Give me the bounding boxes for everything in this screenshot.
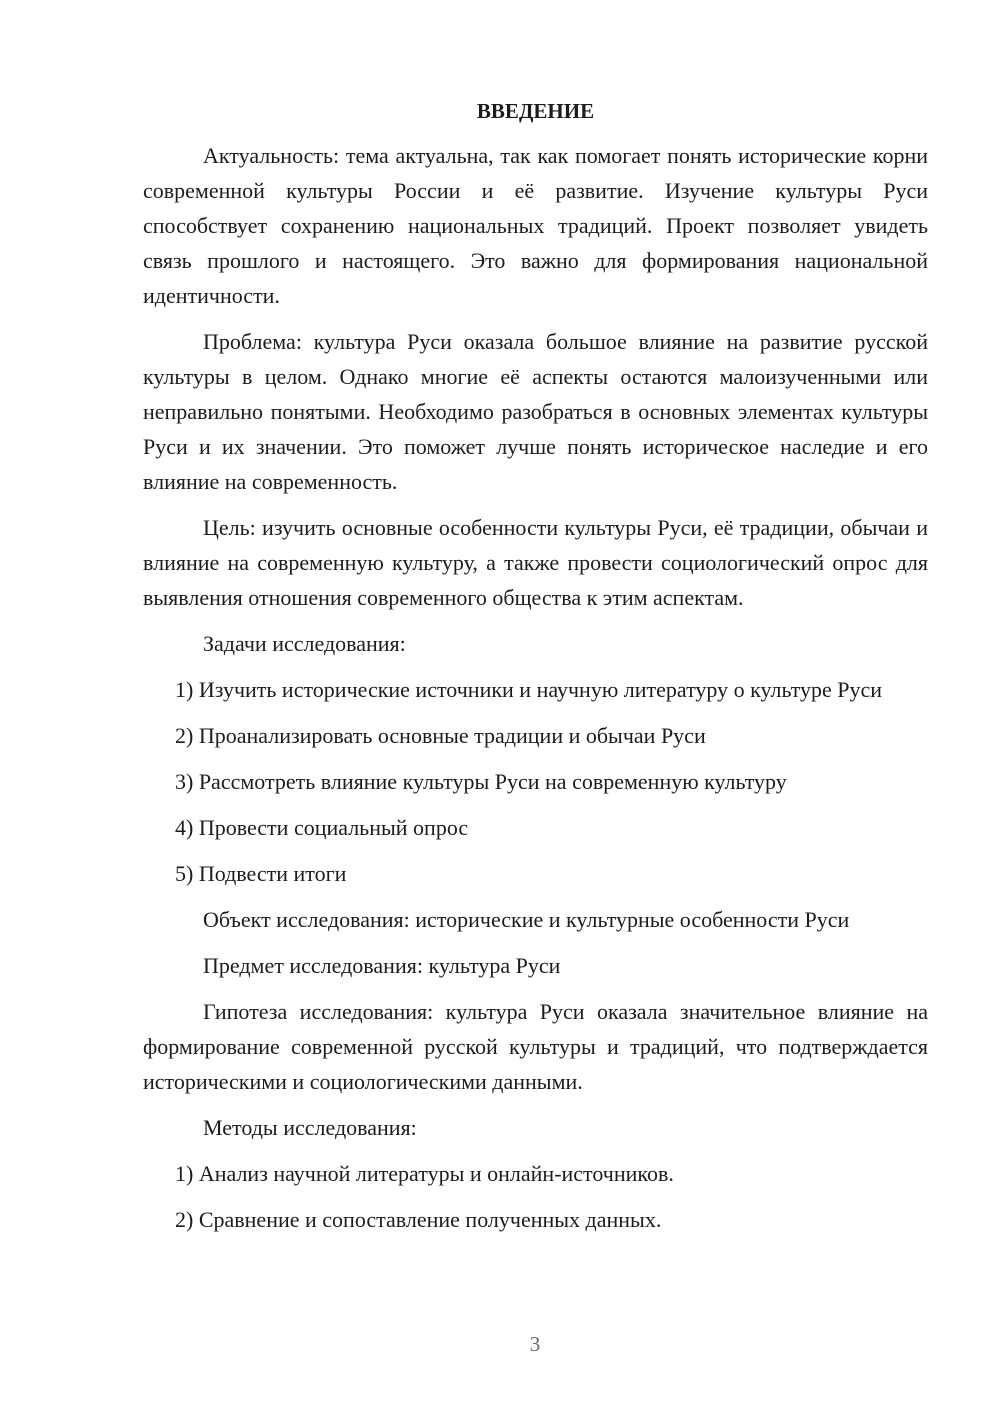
methods-title: Методы исследования: (203, 1115, 417, 1140)
goal-paragraph: Цель: изучить основные особенности культуры Руси, её традиции, обычаи и влияние на современную культуру, а также провести социологический опрос для выявления отношения современного общества к этим аспектам. (143, 515, 928, 610)
relevance-paragraph: Актуальность: тема актуальна, так как помогает понять исторические корни современной культуры России и её развитие. Изучение культуры Руси способствует сохранению национальных традиций. Проект позволяет увидеть связь прошлого и настоящего. Это важно для формирования национальной идентичности. (143, 143, 928, 308)
method-item: 2) Сравнение и сопоставление полученных данных. (175, 1207, 662, 1232)
problem-paragraph: Проблема: культура Руси оказала большое влияние на развитие русской культуры в целом. Однако многие её аспекты остаются малоизученными или неправильно понятыми. Необходимо разобраться в основных элементах культуры Руси и их значении. Это поможет лучше понять историческое наследие и его влияние на современность. (143, 329, 928, 494)
hypothesis-paragraph: Гипотеза исследования: культура Руси оказала значительное влияние на формирование современной русской культуры и традиций, что подтверждается историческими и социологическими данными. (143, 999, 928, 1094)
task-item: 1) Изучить исторические источники и научную литературу о культуре Руси (175, 677, 883, 702)
research-subject: Предмет исследования: культура Руси (203, 953, 561, 978)
section-heading: ВВЕДЕНИЕ (476, 99, 595, 123)
task-item: 3) Рассмотреть влияние культуры Руси на современную культуру (175, 769, 787, 794)
page-content (143, 96, 928, 1237)
method-item: 1) Анализ научной литературы и онлайн-источников. (175, 1161, 674, 1186)
task-item: 5) Подвести итоги (175, 861, 347, 886)
task-item: 2) Проанализировать основные традиции и обычаи Руси (175, 723, 706, 748)
task-item: 4) Провести социальный опрос (175, 815, 469, 840)
research-object: Объект исследования: исторические и культурные особенности Руси (203, 907, 850, 932)
page-number: 3 (529, 1332, 541, 1356)
tasks-title: Задачи исследования: (203, 631, 406, 656)
